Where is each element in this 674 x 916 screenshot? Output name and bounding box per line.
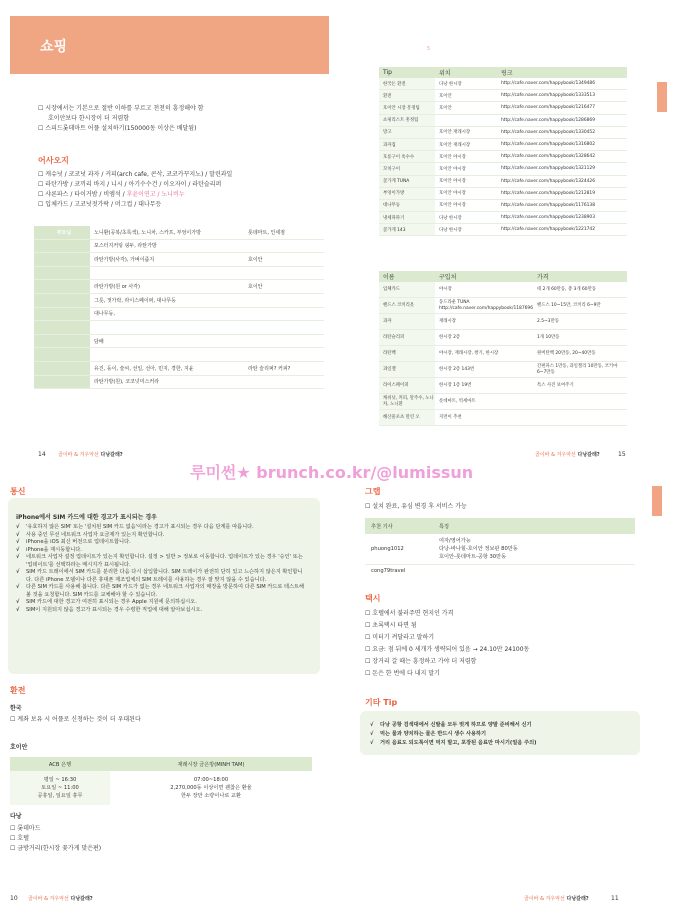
table-row [34, 226, 324, 239]
tip-link-cell: http://cafe.naver.com/happybook/1321129 [497, 163, 627, 175]
section-heading: 택시 [365, 594, 381, 603]
item-name-cell: 과자 [379, 314, 435, 330]
taxi-item: ☐ 요금: 점 뒤에 0 세개가 생략되어 있음 → 24.10만 24100동 [365, 646, 530, 653]
korea-item: ☐ 계좌 보유 시 어플로 신청하는 것이 더 우대된다 [10, 716, 141, 723]
taxi-item-text: 호텔에서 불러주면 현지인 가격 [372, 610, 454, 617]
taxi-list [365, 608, 529, 680]
shop-cell: 롯데마트, 빅세마트 [435, 394, 533, 410]
col-header: 재래시장 금은방(MINH TAM) [177, 761, 245, 768]
intro-item: ☐ 스피드롯데마트 어플 설치하기(150000동 이상은 배달됨) [38, 125, 197, 132]
table-row [34, 334, 324, 348]
items-cell: 노니환(공복/초록색), 노니차, 스카프, 부엉이가방 [90, 226, 244, 239]
tip-link-cell: http://cafe.naver.com/happybook/1238903 [497, 212, 627, 224]
grab-item: ☐ 설치 완료, 유심 변경 후 서비스 가능 [365, 503, 467, 510]
table-row [379, 151, 627, 163]
table-row [34, 293, 324, 307]
driver-note [433, 564, 635, 578]
place-cell [244, 239, 324, 253]
shop-cell: 지면이 추천 [435, 410, 533, 426]
driver-table [365, 518, 635, 578]
table-row [379, 330, 627, 346]
tip-name-cell: 꽃가게 143 [379, 224, 435, 236]
sim-item: √ SIM이 지원되지 않음 경고가 표시되는 경우 수령한 직업에 대해 알아보십시오. [16, 607, 306, 615]
danang-item: ☐ 롯데마드 [10, 825, 41, 832]
price-cell [533, 394, 627, 410]
item-name-cell: 입체카드 [379, 282, 435, 298]
taxi-item: ☐ 미터기 켜달라고 말하기 [365, 634, 435, 641]
tip-location-cell: 호이안 재래시장 [435, 126, 497, 138]
sim-item: √ 다른 SIM 카드를 사용해 봅니다. 다른 SIM 카드가 없는 경우 네트워크 사업자의 매장을 방문하여 다른 SIM 카드로 테스트해 볼 것을 요청합니다. SIM 카드를 교체해야 할 수 있습니다. [16, 584, 306, 599]
recipient-cell [34, 375, 90, 389]
footer: 골이바 & 겨우악선 다낭갈래? [28, 896, 93, 902]
tip-item: √ 거리 음료도 되도록이면 먹지 말고, 포장된 음료만 마시기(얼음 주의) [370, 739, 632, 748]
table-row [379, 199, 627, 211]
page-number: 15 [618, 451, 626, 458]
table-row [34, 253, 324, 267]
items-cell: 대나무등, [90, 307, 244, 321]
tip-name-cell: 꼬치구이 [379, 163, 435, 175]
danang-label: 다낭 [10, 813, 22, 820]
items-cell: 라탄가방(원 or 사각) [90, 280, 244, 294]
price-cell: 2.5~3만동 [533, 314, 627, 330]
tip-location-cell: 호이안 야시장 [435, 199, 497, 211]
table-row [379, 362, 627, 378]
table-row [379, 212, 627, 224]
footer: 골이바 & 겨우악선 다낭갈래? [524, 896, 589, 902]
table-row [34, 361, 324, 375]
section-heading: 환전 [10, 686, 26, 695]
goldshop-info: 07:00~18:00 2,270,000동 이상이면 괜찮은 환율 한두 장만 소량이나로 교환 [170, 777, 252, 799]
item-name-cell: 라이스페이퍼 [379, 378, 435, 394]
items-cell: 포스터지커팅 핑두, 라탄가방 [90, 239, 244, 253]
recipient-cell [34, 253, 90, 267]
items-cell: 라탄가방(사각), 가벼이즙지 [90, 253, 244, 267]
section-heading: 그랩 [365, 487, 381, 496]
item-name-cell: 핸드스 코끼리옷 [379, 298, 435, 314]
place-cell: 호이안 [244, 280, 324, 294]
side-tab [657, 82, 667, 112]
price-cell: 특스 사진 보여주기 [533, 378, 627, 394]
section-heading: 통신 [10, 487, 26, 496]
intro-list [38, 104, 328, 134]
tip-link-cell: http://cafe.naver.com/happybook/1221742 [497, 224, 627, 236]
place-cell [244, 334, 324, 348]
recipient-cell [34, 361, 90, 375]
shop-cell: 한시장 2층 [435, 330, 533, 346]
table-row [379, 163, 627, 175]
price-cell: 1개 10만동 [533, 330, 627, 346]
price-cell [533, 410, 627, 426]
driver-note: 여자/영어가능 다낭-바나힐-호이안 정보판 80만동 호이안-롯데마트-공항 30만동 [439, 537, 518, 560]
footer: 골이바 & 겨우악선 다낭갈래? [58, 452, 123, 458]
tip-table [379, 67, 627, 236]
place-cell: 롯데마트, 인세점 [244, 226, 324, 239]
tip-name-cell: 대나무등 [379, 199, 435, 211]
table-row [379, 346, 627, 362]
items-cell: 담배 [90, 334, 244, 348]
page-number: 10 [10, 895, 18, 902]
col-header: Tip [379, 67, 435, 78]
table-row [379, 102, 627, 114]
items-cell [90, 266, 244, 280]
recipient-cell: 부모님 [34, 226, 90, 239]
sim-item: √ 네트워크 사업자 설정 업데이트가 있는지 확인합니다. 설정 > 일반 > 정보로 이동합니다. 업데이트가 있는 경우 '승인' 또는 '업데이트'를 선택하라는 메시지가 표시됩니다. [16, 554, 306, 569]
korea-label: 한국 [10, 705, 22, 712]
shopping-item: ☐ 라탄가방 / 코끼리 바지 / 니시 / 아기수수건 / 이오자이 / 라탄슬리퍼 [38, 181, 222, 188]
col-header: ACB 은행 [48, 761, 72, 768]
bank-hours: 평일 ~ 16:30 토요일 ~ 11:00 공휴일, 일요일 휴무 [10, 771, 110, 805]
col-header: 링크 [497, 67, 627, 78]
price-cell: 핸드스 10~15만, 코끼리 6~9만 [533, 298, 627, 314]
sim-list [16, 524, 306, 614]
tip-name-cell: 냉세파파기 [379, 212, 435, 224]
footer: 골이바 & 겨우악선 다낭갈래? [535, 452, 600, 458]
shopping-item: ☐ 샤론파스 / 타이거밤 / 비엠석 / 후윤이연고 / 노니비누 [38, 191, 185, 198]
taxi-item-text: 장거리 갈 때는 흥정하고 가야 더 저렴함 [372, 658, 477, 665]
taxi-item: ☐ 장거리 갈 때는 흥정하고 가야 더 저렴함 [365, 658, 477, 665]
tip-link-cell: http://cafe.naver.com/happybook/1316802 [497, 138, 627, 150]
tip-location-cell: 호이안 [435, 102, 497, 114]
shop-cell: 동드라운 TUNA http://cafe.naver.com/happybook/1187696 [435, 298, 533, 314]
table-row [34, 307, 324, 321]
table-row [34, 280, 324, 294]
tip-location-cell: 다낭 한시장 [435, 212, 497, 224]
sim-item: √ 사용 중인 무선 네트워크 사업자 요금제가 있는지 확인합니다. [16, 532, 306, 540]
table-row [379, 410, 627, 426]
table-row [379, 394, 627, 410]
tip-name-cell: 쇼핑리스트 흥정팁 [379, 114, 435, 126]
page-number: 11 [611, 895, 619, 902]
shopping-item: ☐ 입체카드 / 고코넛젓가락 / 머그컵 / 대나무등 [38, 201, 162, 208]
shop-cell: 야시장 [435, 282, 533, 298]
side-tab [652, 486, 662, 516]
table-row [379, 224, 627, 236]
sim-item: √ iPhone을 재시동합니다. [16, 547, 306, 555]
tip-name-cell: 망고 [379, 126, 435, 138]
tip-location-cell: 호이안 야시장 [435, 163, 497, 175]
items-cell: 그릇, 젓가락, 라이스페이퍼, 대나무등 [90, 293, 244, 307]
tip-link-cell: http://cafe.naver.com/happybook/1333513 [497, 90, 627, 102]
place-cell: 라탄 슬리퍼? 커피? [244, 361, 324, 375]
tip-name-cell: 과자집 [379, 138, 435, 150]
sim-item: √ SIM 카드 트레이에서 SIM 카드를 분리한 다음 다시 삽입합니다. SIM 트레이가 완전히 단히 있고 느슨하지 않은지 확인합니다. 다른 iPhone 모델이나 다른 휴대폰 제조업체의 SIM 트레이를 사용하는 경우 잘 맞지 않을 수 있습니다. [16, 569, 306, 584]
place-cell [244, 293, 324, 307]
danang-item: ☐ 금방거리(한시장 꽃가게 맞은편) [10, 845, 102, 852]
danang-item: ☐ 호텔 [10, 835, 29, 842]
bank-table [10, 757, 312, 805]
sim-item: √ SIM 카드에 대한 경고가 여전히 표시되는 경우 Apple 지원에 문의하십시오. [16, 599, 306, 607]
item-name-cell: 해산물포츠 말린 오 [379, 410, 435, 426]
danang-list [10, 824, 101, 854]
price-cell: 원버탄백 20만동, 20~40만동 [533, 346, 627, 362]
table-row [379, 138, 627, 150]
tip-link-cell: http://cafe.naver.com/happybook/1286869 [497, 114, 627, 126]
tip-name-cell: 환전 [379, 90, 435, 102]
table-row [379, 282, 627, 298]
taxi-item: ☐ 호텔에서 불러주면 현지인 가격 [365, 610, 454, 617]
shop-cell: 한시장 1층 19번 [435, 378, 533, 394]
tip-location-cell: 호이안 재래시장 [435, 138, 497, 150]
tip-name-cell: 호롱구이 옥수수 [379, 151, 435, 163]
watermark: 루미썬★ brunch.co.kr/@lumissun [190, 463, 474, 482]
taxi-item: ☐ 돈은 한 번에 다 내지 말기 [365, 670, 440, 677]
price-cell: 테 2개 60만동, 총 3개 60만동 [533, 282, 627, 298]
item-name-cell: 라탄슬리퍼 [379, 330, 435, 346]
place-cell: 호이안 [244, 253, 324, 267]
col-header: 위치 [435, 67, 497, 78]
table-row [379, 187, 627, 199]
tip-location-cell: 호이안 야시장 [435, 187, 497, 199]
table-row [379, 175, 627, 187]
taxi-item-text: 돈은 한 번에 다 내지 말기 [372, 670, 440, 677]
item-name-cell: 과일젤 [379, 362, 435, 378]
table-row [379, 314, 627, 330]
tip-link-cell: http://cafe.naver.com/happybook/1324426 [497, 175, 627, 187]
shop-cell: 한시장 2층 143번 [435, 362, 533, 378]
recipient-cell [34, 266, 90, 280]
tip-location-cell: 다낭 한시장 [435, 224, 497, 236]
sim-item: √ iPhone을 iOS 최신 버전으로 업데이트합니다. [16, 539, 306, 547]
sim-title: iPhone에서 SIM 카드에 대한 경고가 표시되는 경우 [16, 514, 157, 521]
page-number: 14 [38, 451, 46, 458]
item-name-cell: 캐쉬넛, 커피, 말주수, 노니차, 노니환 [379, 394, 435, 410]
shop-cell: 야시장, 재래시장, 쌍기, 한시장 [435, 346, 533, 362]
tip-link-cell: http://cafe.naver.com/happybook/1330452 [497, 126, 627, 138]
items-cell: 라탄가방(원), 코코넛미스커라 [90, 375, 244, 389]
tip-link-cell: http://cafe.naver.com/happybook/1328642 [497, 151, 627, 163]
shop-cell: 재래시장 [435, 314, 533, 330]
table-row [379, 90, 627, 102]
tip-item: √ 먹는 물과 양치하는 물은 반드시 생수 사용하기 [370, 730, 632, 739]
intro-item: ☐ 시장에서는 기본으로 절반 이하를 부르고 천천히 흥정해야 함 [38, 105, 204, 112]
recipient-cell [34, 280, 90, 294]
table-row [379, 126, 627, 138]
tip-link-cell: http://cafe.naver.com/happybook/1216477 [497, 102, 627, 114]
tip-name-cell: 꽃가게 TUNA [379, 175, 435, 187]
table-row [379, 114, 627, 126]
recipient-cell [34, 334, 90, 348]
recipient-cell [34, 293, 90, 307]
tip-name-cell: 호이안 시장 흥정팁 [379, 102, 435, 114]
tip-name-cell: 부엉이가방 [379, 187, 435, 199]
taxi-item-text: 미터기 켜달라고 말하기 [372, 634, 435, 641]
items-cell [90, 321, 244, 335]
recipient-cell [34, 307, 90, 321]
table-row [34, 348, 324, 362]
tip-name-cell: 한국돈 환전 [379, 78, 435, 90]
col-header: 추천 기사 [371, 523, 393, 530]
taxi-item-text: 요금: 점 뒤에 0 세개가 생략되어 있음 → 24.10만 24100동 [372, 646, 530, 653]
tip-link-cell: http://cafe.naver.com/happybook/1176138 [497, 199, 627, 211]
place-cell [244, 266, 324, 280]
recipient-cell [34, 321, 90, 335]
place-cell [244, 321, 324, 335]
taxi-item: ☐ 초록택시 타면 됨 [365, 622, 417, 629]
tip-location-cell [435, 114, 497, 126]
place-cell [244, 375, 324, 389]
place-cell [244, 307, 324, 321]
hoian-label: 호이안 [10, 744, 28, 751]
table-row [379, 298, 627, 314]
table-row [34, 375, 324, 389]
price-table [379, 271, 627, 426]
sim-box [8, 498, 320, 674]
table-row [379, 78, 627, 90]
small-mark: 5 [427, 46, 431, 52]
col-header: 이름 [379, 271, 435, 282]
shopping-item: ☐ 캐슈넛 / 코코넛 과자 / 커피(arch cafe, 콘삭, 코코카꾸지노) / 말린과일 [38, 171, 233, 178]
section-heading: 기타 Tip [365, 698, 398, 707]
etc-box [360, 711, 640, 755]
price-cell: 간편파스 1만동, 과일젤리 10만동, 코키마 6~7만동 [533, 362, 627, 378]
col-header: 구입처 [435, 271, 533, 282]
tip-link-cell: http://cafe.naver.com/happybook/1212819 [497, 187, 627, 199]
items-cell [90, 348, 244, 362]
recipient-cell [34, 348, 90, 362]
etc-list [370, 721, 632, 748]
table-row [34, 321, 324, 335]
tip-location-cell: 다낭 한시장 [435, 78, 497, 90]
tip-link-cell: http://cafe.naver.com/happybook/1349486 [497, 78, 627, 90]
col-header: 가격 [533, 271, 627, 282]
taxi-item-text: 초록택시 타면 됨 [372, 622, 417, 629]
intro-item: 호이안보다 한시장이 더 저렴함 [48, 115, 130, 122]
driver-name: cong79travel [371, 568, 406, 575]
col-header: 특징 [439, 523, 450, 530]
gift-list-table [34, 226, 324, 389]
shopping-items [38, 170, 328, 210]
table-row [34, 239, 324, 253]
page-title: 쇼핑 [40, 39, 68, 55]
place-cell [244, 348, 324, 362]
tip-location-cell: 호이안 [435, 90, 497, 102]
recipient-cell [34, 239, 90, 253]
tip-location-cell: 호이안 야시장 [435, 151, 497, 163]
sim-item: √ '유효하지 않은 SIM' 또는 '설치된 SIM 카드 없음'이라는 경고가 표시되는 경우 다음 단계를 따릅니다. [16, 524, 306, 532]
items-cell: 유진, 등이, 술씨, 선일, 선아, 민지, 경한, 지윤 [90, 361, 244, 375]
tip-item: √ 다낭 공항 검색대에서 신발을 모두 벗게 하므로 양말 준비해서 신기 [370, 721, 632, 730]
section-heading: 어사오지 [38, 156, 69, 165]
item-name-cell: 라탄백 [379, 346, 435, 362]
table-row [379, 378, 627, 394]
driver-name: phuong1012 [371, 545, 404, 552]
tip-location-cell: 호이안 야시장 [435, 175, 497, 187]
table-row [34, 266, 324, 280]
